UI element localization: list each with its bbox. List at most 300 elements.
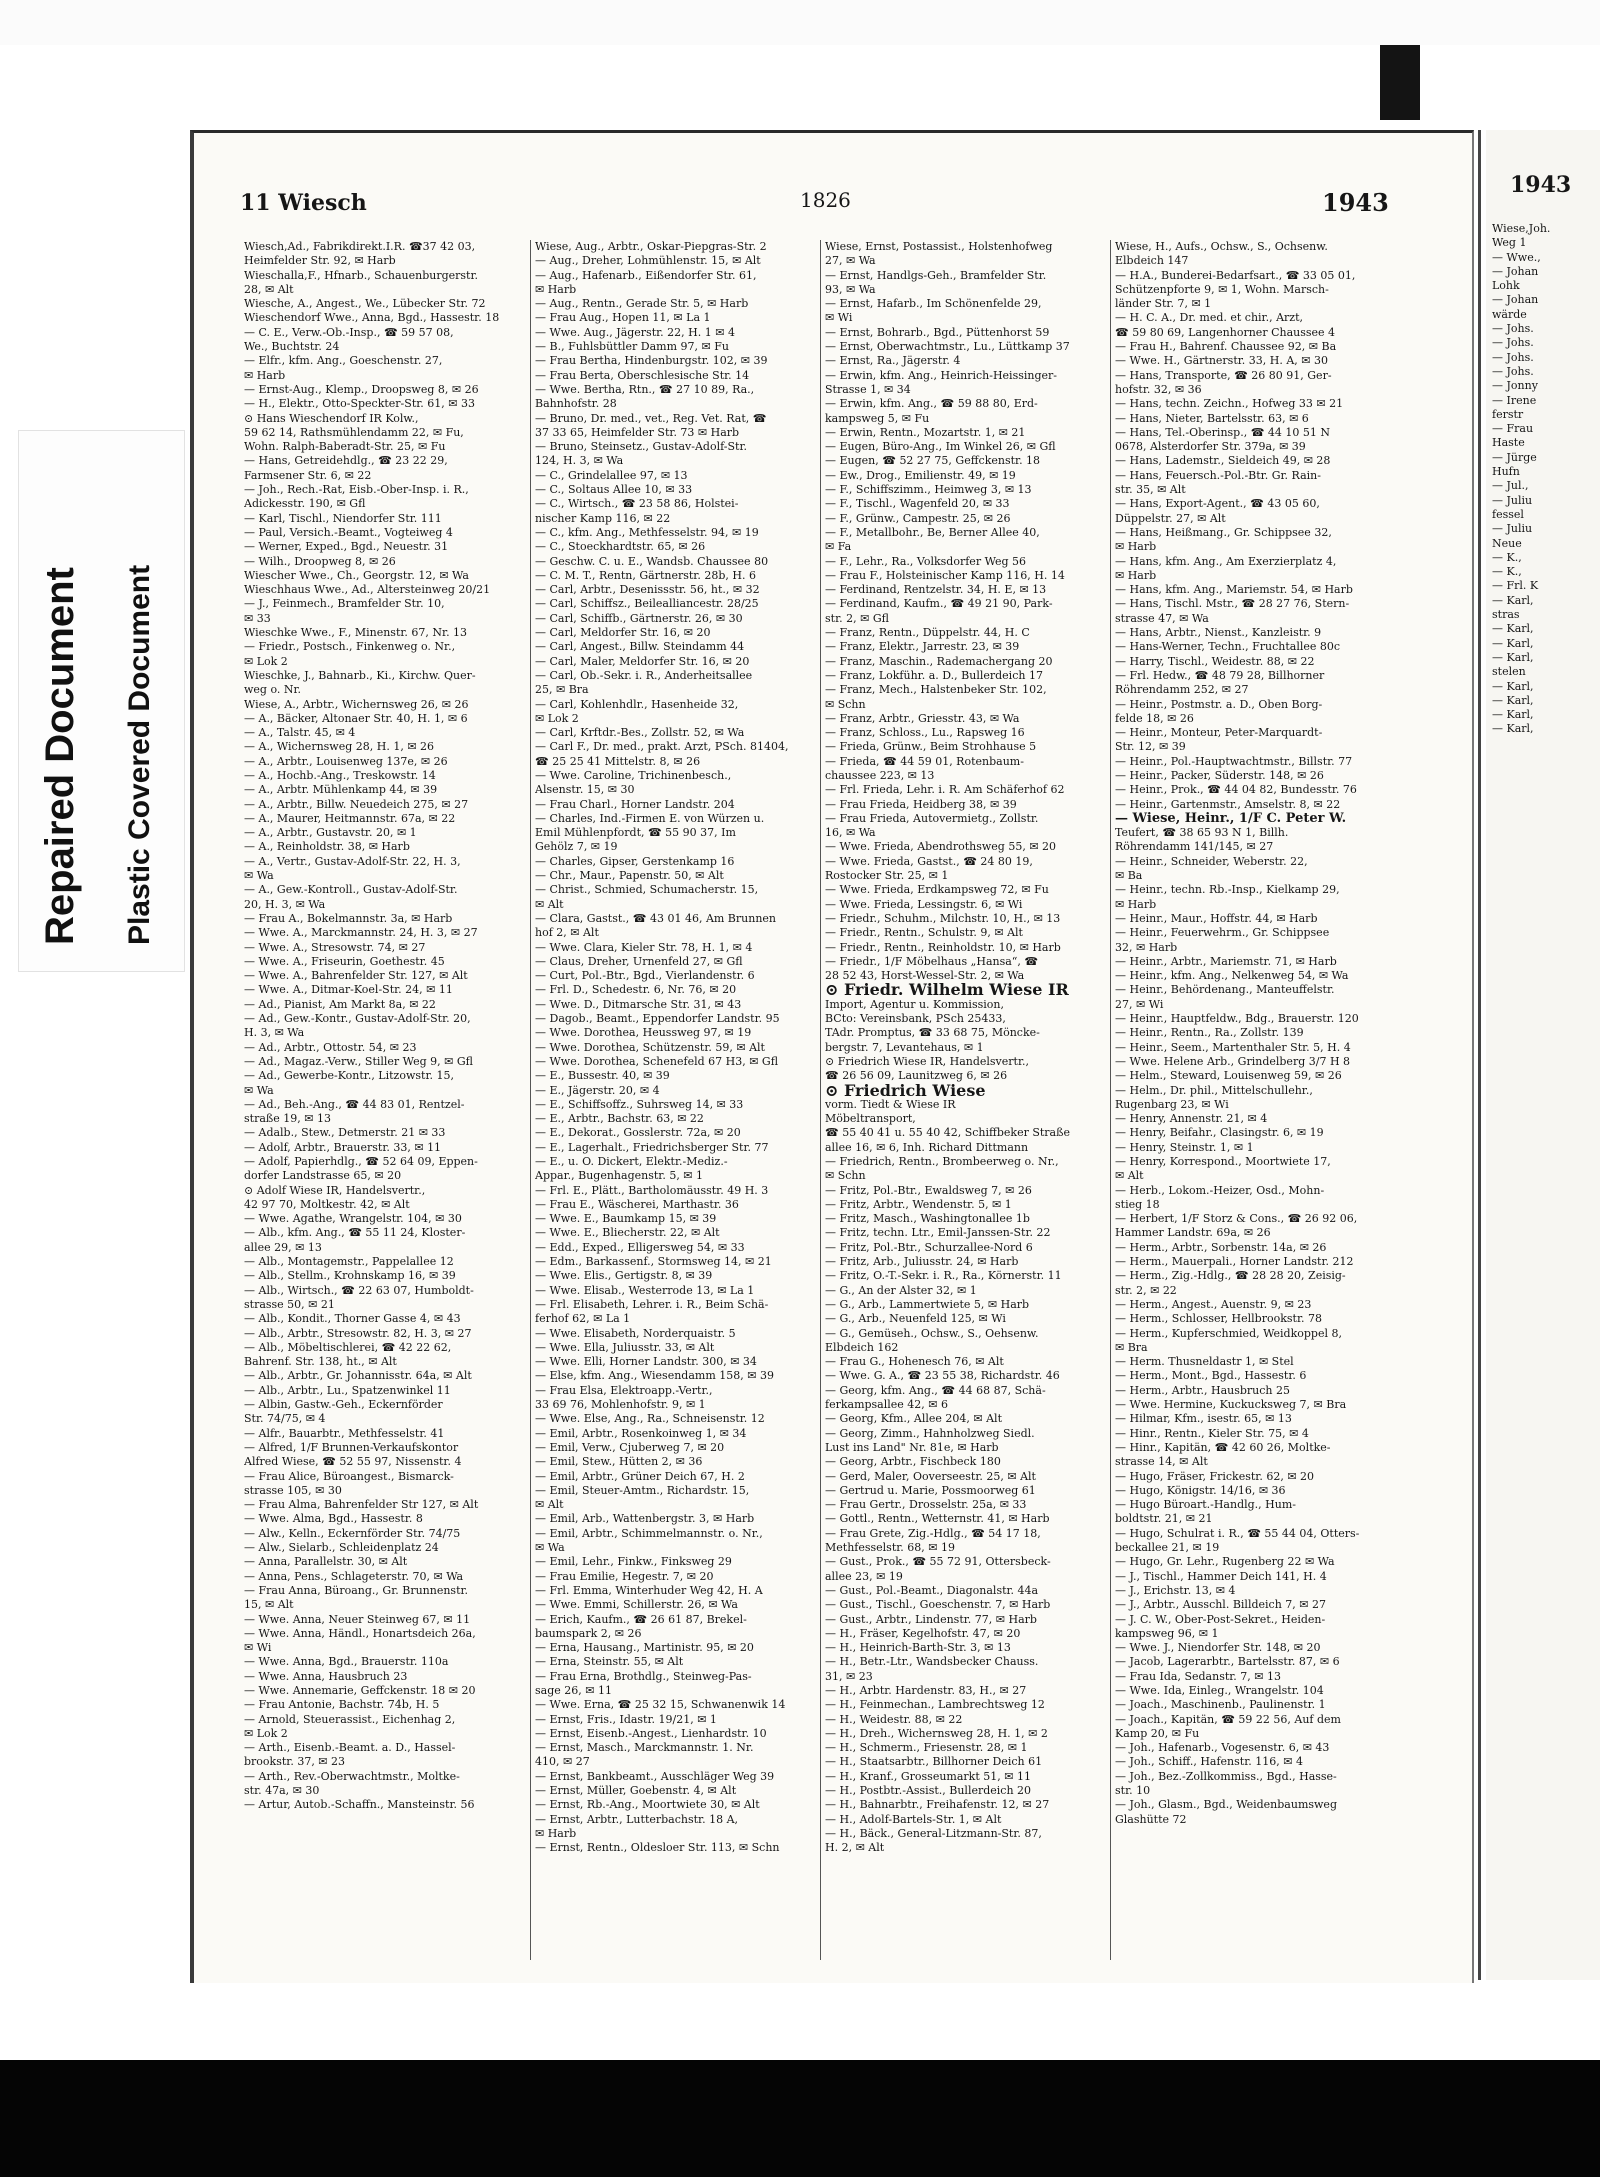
directory-entry-line: Wohn. Ralph-Baberadt-Str. 25, ✉ Fu <box>244 440 446 454</box>
directory-entry-line: ✉ Schn <box>825 1169 866 1183</box>
directory-entry-line: — Joh., Rech.-Rat, Eisb.-Ober-Insp. i. R., <box>244 483 469 497</box>
directory-entry-line: — Alb., Arbtr., Gr. Johannisstr. 64a, ✉ Alt <box>244 1369 472 1383</box>
directory-entry-line: — Artur, Autob.-Schaffn., Mansteinstr. 56 <box>244 1798 475 1812</box>
directory-entry-line: ✉ Bra <box>1115 1340 1148 1354</box>
directory-entry-line: — Alfred, 1/F Brunnen-Verkaufskontor <box>244 1440 459 1454</box>
directory-entry-line: — Wwe. Frieda, Abendrothsweg 55, ✉ 20 <box>825 840 1057 854</box>
adjacent-page-line: Haste <box>1492 436 1525 450</box>
adjacent-page-line: fessel <box>1492 507 1524 521</box>
directory-entry-line: — A., Arbtr., Billw. Neuedeich 275, ✉ 27 <box>244 797 469 811</box>
directory-entry-line: 0678, Alsterdorfer Str. 379a, ✉ 39 <box>1115 440 1306 454</box>
directory-entry-line: — Joh., Schiff., Hafenstr. 116, ✉ 4 <box>1115 1755 1303 1769</box>
directory-entry-line: str. 35, ✉ Alt <box>1115 483 1186 497</box>
directory-entry-line: — A., Arbtr., Gustavstr. 20, ✉ 1 <box>244 826 417 840</box>
directory-entry-line: — Arnold, Steuerassist., Eichenhag 2, <box>244 1712 456 1726</box>
directory-entry-line: — H., Weidestr. 88, ✉ 22 <box>825 1712 963 1726</box>
directory-entry-line: ⊙ Friedrich Wiese IR, Handelsvertr., <box>825 1054 1029 1068</box>
directory-entry-line: — Hugo, Königstr. 14/16, ✉ 36 <box>1115 1483 1286 1497</box>
directory-entry-line: H. 2, ✉ Alt <box>825 1841 885 1855</box>
column-rule <box>820 240 821 1960</box>
page-number: 1943 <box>1322 188 1389 217</box>
directory-entry-line: — Emil, Verw., Cjuberweg 7, ✉ 20 <box>535 1440 725 1454</box>
directory-entry-line: — Helm., Steward, Louisenweg 59, ✉ 26 <box>1115 1069 1342 1083</box>
directory-entry-line: — H., Staatsarbtr., Billhorner Deich 61 <box>825 1755 1043 1769</box>
directory-entry-line: — Herm. Thusneldastr 1, ✉ Stel <box>1115 1355 1294 1369</box>
directory-entry-line: — Ernst, Rentn., Oldesloer Str. 113, ✉ Schn <box>535 1841 780 1855</box>
directory-entry-line: weg o. Nr. <box>244 683 302 697</box>
directory-entry-line: — Heinr., Gartenmstr., Amselstr. 8, ✉ 22 <box>1115 797 1341 811</box>
directory-entry-line: — C., Soltaus Allee 10, ✉ 33 <box>535 483 693 497</box>
directory-entry-line: Wiescher Wwe., Ch., Georgstr. 12, ✉ Wa <box>244 568 469 582</box>
directory-entry-line: — Aug., Rentn., Gerade Str. 5, ✉ Harb <box>535 297 749 311</box>
directory-entry-line: H. 3, ✉ Wa <box>244 1026 305 1040</box>
directory-entry-line: — C., Grindelallee 97, ✉ 13 <box>535 468 688 482</box>
directory-entry-line: Str. 12, ✉ 39 <box>1115 740 1186 754</box>
directory-entry-line: Wiesch,Ad., Fabrikdirekt.I.R. ☎37 42 03, <box>244 240 476 253</box>
directory-entry-line: ✉ Wi <box>244 1641 272 1655</box>
directory-entry-line: — Georg, Kfm., Allee 204, ✉ Alt <box>825 1412 1002 1426</box>
directory-entry-line: — Frau Gertr., Drosselstr. 25a, ✉ 33 <box>825 1498 1027 1512</box>
directory-entry-line: — Frieda, ☎ 44 59 01, Rotenbaum- <box>825 754 1024 768</box>
directory-entry-line: — Heinr., techn. Rb.-Insp., Kielkamp 29, <box>1115 883 1340 897</box>
scan-margin <box>0 0 1600 45</box>
directory-entry-line: 20, H. 3, ✉ Wa <box>244 897 326 911</box>
directory-entry-line: 42 97 70, Moltkestr. 42, ✉ Alt <box>244 1197 410 1211</box>
directory-entry-line: — Frau Frieda, Heidberg 38, ✉ 39 <box>825 797 1017 811</box>
directory-entry-line: Rugenbarg 23, ✉ Wi <box>1115 1097 1229 1111</box>
directory-entry-line: — Herm., Zig.-Hdlg., ☎ 28 28 20, Zeisig- <box>1115 1269 1346 1283</box>
directory-column-1 <box>244 240 508 1813</box>
directory-entry-line: 27, ✉ Wa <box>825 254 876 268</box>
directory-entry-line: — Emil, Stew., Hütten 2, ✉ 36 <box>535 1455 703 1469</box>
directory-entry-line: — Frl. E., Plätt., Bartholomäusstr. 49 H. 3 <box>535 1183 769 1197</box>
directory-entry-line: — Hinr., Kapitän, ☎ 42 60 26, Moltke- <box>1115 1440 1331 1454</box>
directory-entry-line: — Wiese, Heinr., 1/F C. Peter W. <box>1115 810 1347 826</box>
directory-entry-line: — Ernst, Bohrarb., Bgd., Püttenhorst 59 <box>825 325 1050 339</box>
directory-entry-line: — Wwe. Frieda, Gastst., ☎ 24 80 19, <box>825 854 1033 868</box>
directory-entry-line: — Frl. D., Schedestr. 6, Nr. 76, ✉ 20 <box>535 983 737 997</box>
directory-entry-line: — A., Vertr., Gustav-Adolf-Str. 22, H. 3, <box>244 854 461 868</box>
directory-entry-line: — Erwin, kfm. Ang., ☎ 59 88 80, Erd- <box>825 397 1038 411</box>
directory-entry-line: — Hugo, Gr. Lehr., Rugenberg 22 ✉ Wa <box>1115 1555 1335 1569</box>
directory-entry-line: — Franz, Elektr., Jarrestr. 23, ✉ 39 <box>825 640 1020 654</box>
directory-entry-line: — Frau Antonie, Bachstr. 74b, H. 5 <box>244 1698 440 1712</box>
directory-entry-line: ⊙ Hans Wieschendorf IR Kolw., <box>244 411 419 425</box>
directory-entry-line: — Alw., Sielarb., Schleidenplatz 24 <box>244 1541 439 1555</box>
directory-entry-line: 27, ✉ Wi <box>1115 997 1164 1011</box>
directory-entry-line: — Fritz, Pol.-Btr., Schurzallee-Nord 6 <box>825 1240 1033 1254</box>
directory-entry-line: — Frau Bertha, Hindenburgstr. 102, ✉ 39 <box>535 354 768 368</box>
directory-entry-line: — E., Arbtr., Bachstr. 63, ✉ 22 <box>535 1112 704 1126</box>
directory-entry-line: — Hans-Werner, Techn., Fruchtallee 80c <box>1115 640 1341 654</box>
adjacent-page-line: stelen <box>1492 665 1526 679</box>
directory-entry-line: Alsenstr. 15, ✉ 30 <box>535 783 635 797</box>
directory-entry-line: — B., Fuhlsbüttler Damm 97, ✉ Fu <box>535 340 729 354</box>
directory-entry-line: — Frau G., Hohenesch 76, ✉ Alt <box>825 1355 1004 1369</box>
directory-entry-line: — Wwe. Frieda, Lessingstr. 6, ✉ Wi <box>825 897 1023 911</box>
directory-entry-line: — Fritz, techn. Ltr., Emil-Janssen-Str. 22 <box>825 1226 1051 1240</box>
directory-entry-line: Lust ins Land" Nr. 81e, ✉ Harb <box>825 1440 999 1454</box>
directory-entry-line: — H., Betr.-Ltr., Wandsbecker Chauss. <box>825 1655 1039 1669</box>
directory-entry-line: 37 33 65, Heimfelder Str. 73 ✉ Harb <box>535 425 740 439</box>
directory-entry-line: ✉ Lok 2 <box>244 654 288 668</box>
directory-column-4 <box>1115 240 1379 1827</box>
directory-entry-line: — Franz, Schloss., Lu., Rapsweg 16 <box>825 726 1025 740</box>
directory-entry-line: — Wwe. Erna, ☎ 25 32 15, Schwanenwik 14 <box>535 1698 786 1712</box>
directory-entry-line: — A., Wichernsweg 28, H. 1, ✉ 26 <box>244 740 435 754</box>
directory-entry-line: — Wwe. J., Niendorfer Str. 148, ✉ 20 <box>1115 1641 1321 1655</box>
directory-entry-line: bergstr. 7, Levantehaus, ✉ 1 <box>825 1040 984 1054</box>
directory-entry-line: 59 62 14, Rathsmühlendamm 22, ✉ Fu, <box>244 425 464 439</box>
directory-entry-line: 25, ✉ Bra <box>535 683 589 697</box>
directory-entry-line: — Adolf, Arbtr., Brauerstr. 33, ✉ 11 <box>244 1140 442 1154</box>
directory-entry-line: BCto: Vereinsbank, PSch 25433, <box>825 1012 1006 1026</box>
directory-entry-line: — H., Adolf-Bartels-Str. 1, ✉ Alt <box>825 1812 1002 1826</box>
directory-entry-line: — Heinr., Rentn., Ra., Zollstr. 139 <box>1115 1026 1304 1040</box>
directory-entry-line: — Wwe. Anna, Händl., Honartsdeich 26a, <box>244 1626 476 1640</box>
directory-entry-line: — Friedr., Postsch., Finkenweg o. Nr., <box>244 640 456 654</box>
directory-entry-line: Import, Agentur u. Kommission, <box>825 997 1004 1011</box>
directory-entry-line: — Helm., Dr. phil., Mittelschullehr., <box>1115 1083 1313 1097</box>
directory-entry-line: — Wwe. A., Bahrenfelder Str. 127, ✉ Alt <box>244 969 468 983</box>
adjacent-page-line: — Johs. <box>1492 322 1534 336</box>
directory-entry-line: — F., Lehr., Ra., Volksdorfer Weg 56 <box>825 554 1027 568</box>
directory-entry-line: — Else, kfm. Ang., Wiesendamm 158, ✉ 39 <box>535 1369 774 1383</box>
directory-entry-line: ☎ 25 25 41 Mittelstr. 8, ✉ 26 <box>535 754 701 768</box>
directory-entry-line: — Dagob., Beamt., Eppendorfer Landstr. 95 <box>535 1012 780 1026</box>
directory-entry-line: — Heinr., Postmstr. a. D., Oben Borg- <box>1115 697 1323 711</box>
directory-entry-line: Röhrendamm 252, ✉ 27 <box>1115 683 1249 697</box>
directory-entry-line: strasse 105, ✉ 30 <box>244 1483 342 1497</box>
directory-entry-line: — F., Tischl., Wagenfeld 20, ✉ 33 <box>825 497 1010 511</box>
directory-entry-line: — Franz, Rentn., Düppelstr. 44, H. C <box>825 626 1030 640</box>
directory-entry-line: — Wwe. Hermine, Kuckucksweg 7, ✉ Bra <box>1115 1398 1347 1412</box>
adjacent-page-line: — Karl, <box>1492 722 1534 736</box>
directory-entry-line: 93, ✉ Wa <box>825 282 876 296</box>
directory-entry-line: — Wwe. Aug., Jägerstr. 22, H. 1 ✉ 4 <box>535 325 735 339</box>
directory-entry-line: — Hans, techn. Zeichn., Hofweg 33 ✉ 21 <box>1115 397 1344 411</box>
directory-entry-line: — A., Maurer, Heitmannstr. 67a, ✉ 22 <box>244 811 456 825</box>
directory-entry-line: — Frau Anna, Büroang., Gr. Brunnenstr. <box>244 1583 469 1597</box>
directory-entry-line: — Albin, Gastw.-Geh., Eckernförder <box>244 1398 443 1412</box>
directory-entry-line: — Karl, Tischl., Niendorfer Str. 111 <box>244 511 442 525</box>
directory-entry-line: — H. C. A., Dr. med. et chir., Arzt, <box>1115 311 1304 325</box>
directory-entry-line: — Werner, Exped., Bgd., Neuestr. 31 <box>244 540 449 554</box>
directory-entry-line: — Frl. Frieda, Lehr. i. R. Am Schäferhof 62 <box>825 783 1065 797</box>
directory-entry-line: — Carl F., Dr. med., prakt. Arzt, PSch. 81404, <box>535 740 789 754</box>
directory-entry-line: — H., Postbtr.-Assist., Bullerdeich 20 <box>825 1784 1032 1798</box>
directory-entry-line: Kamp 20, ✉ Fu <box>1115 1726 1200 1740</box>
directory-entry-line: — Heinr., Packer, Süderstr. 148, ✉ 26 <box>1115 768 1324 782</box>
directory-entry-line: Str. 74/75, ✉ 4 <box>244 1412 326 1426</box>
directory-entry-line: Elbdeich 147 <box>1115 254 1189 268</box>
directory-entry-line: — J., Arbtr., Ausschl. Billdeich 7, ✉ 27 <box>1115 1598 1326 1612</box>
directory-entry-line: — Heinr., Monteur, Peter-Marquardt- <box>1115 726 1323 740</box>
directory-entry-line: — Frau Berta, Oberschlesische Str. 14 <box>535 368 750 382</box>
directory-entry-line: — Wwe. Alma, Bgd., Hassestr. 8 <box>244 1512 423 1526</box>
directory-entry-line: ☎ 59 80 69, Langenhorner Chaussee 4 <box>1115 325 1336 339</box>
directory-entry-line: — A., Reinholdstr. 38, ✉ Harb <box>244 840 410 854</box>
directory-entry-line: — Wwe. H., Gärtnerstr. 33, H. A, ✉ 30 <box>1115 354 1329 368</box>
directory-entry-line: — Ernst, Oberwachtmstr., Lu., Lüttkamp 37 <box>825 340 1070 354</box>
directory-entry-line: — Hans, Getreidehdlg., ☎ 23 22 29, <box>244 454 448 468</box>
adjacent-page-line: — Johan <box>1492 293 1539 307</box>
directory-entry-line: str. 2, ✉ Gfl <box>825 611 889 625</box>
directory-entry-line: — Wwe. Dorothea, Schenefeld 67 H3, ✉ Gfl <box>535 1054 779 1068</box>
directory-entry-line: — Frau Frieda, Autovermietg., Zollstr. <box>825 811 1039 825</box>
directory-entry-line: — Hans, Tischl. Mstr., ☎ 28 27 76, Stern- <box>1115 597 1350 611</box>
directory-entry-line: — Frau Alma, Bahrenfelder Str 127, ✉ Alt <box>244 1498 479 1512</box>
directory-entry-line: Teufert, ☎ 38 65 93 N 1, Billh. <box>1115 826 1289 840</box>
directory-entry-line: — Ernst, Müller, Goebenstr. 4, ✉ Alt <box>535 1784 737 1798</box>
directory-entry-line: brookstr. 37, ✉ 23 <box>244 1755 346 1769</box>
directory-entry-line: We., Buchtstr. 24 <box>244 340 340 354</box>
directory-entry-line: — Wwe. G. A., ☎ 23 55 38, Richardstr. 46 <box>825 1369 1060 1383</box>
directory-entry-line: ✉ Lok 2 <box>244 1726 288 1740</box>
directory-entry-line: — Frau H., Bahrenf. Chaussee 92, ✉ Ba <box>1115 340 1337 354</box>
adjacent-page-line: stras <box>1492 608 1520 622</box>
directory-entry-line: — Herb., Lokom.-Heizer, Osd., Mohn- <box>1115 1183 1325 1197</box>
directory-entry-line: Elbdeich 162 <box>825 1340 899 1354</box>
directory-entry-line: — Franz, Mech., Halstenbeker Str. 102, <box>825 683 1047 697</box>
directory-entry-line: ⊙ Adolf Wiese IR, Handelsvertr., <box>244 1183 426 1197</box>
adjacent-page-line: wärde <box>1492 307 1527 321</box>
directory-entry-line: beckallee 21, ✉ 19 <box>1115 1541 1220 1555</box>
directory-entry-line: 28 52 43, Horst-Wessel-Str. 2, ✉ Wa <box>825 969 1025 983</box>
directory-entry-line: vorm. Tiedt & Wiese IR <box>825 1097 956 1111</box>
directory-entry-line: — Alfr., Bauarbtr., Methfesselstr. 41 <box>244 1426 445 1440</box>
directory-entry-line: — Herm., Arbtr., Sorbenstr. 14a, ✉ 26 <box>1115 1240 1327 1254</box>
directory-entry-line: 15, ✉ Alt <box>244 1598 294 1612</box>
adjacent-page-line: — K., <box>1492 550 1522 564</box>
directory-entry-line: — Wwe. Caroline, Trichinenbesch., <box>535 768 732 782</box>
directory-entry-line: ✉ Alt <box>535 1498 564 1512</box>
directory-entry-line: — Henry, Annenstr. 21, ✉ 4 <box>1115 1112 1268 1126</box>
directory-entry-line: — Wwe. Clara, Kieler Str. 78, H. 1, ✉ 4 <box>535 940 753 954</box>
directory-entry-line: — Heinr., Seem., Martenthaler Str. 5, H. 4 <box>1115 1040 1351 1054</box>
directory-entry-line: — Erich, Kaufm., ☎ 26 61 87, Brekel- <box>535 1612 747 1626</box>
directory-entry-line: — Alb., Arbtr., Lu., Spatzenwinkel 11 <box>244 1383 451 1397</box>
directory-entry-line: — Gerd, Maler, Ooverseestr. 25, ✉ Alt <box>825 1469 1036 1483</box>
directory-entry-line: stieg 18 <box>1115 1197 1160 1211</box>
directory-entry-line: ✉ Harb <box>535 1826 577 1840</box>
directory-entry-line: — Elfr., kfm. Ang., Goeschenstr. 27, <box>244 354 443 368</box>
directory-entry-line: — Wwe. Anna, Neuer Steinweg 67, ✉ 11 <box>244 1612 471 1626</box>
directory-entry-line: — A., Gew.-Kontroll., Gustav-Adolf-Str. <box>244 883 458 897</box>
directory-entry-line: — Gust., Tischl., Goeschenstr. 7, ✉ Harb <box>825 1598 1051 1612</box>
directory-entry-line: baumspark 2, ✉ 26 <box>535 1626 642 1640</box>
directory-entry-line: — Geschw. C. u. E., Wandsb. Chaussee 80 <box>535 554 769 568</box>
directory-entry-line: 28, ✉ Alt <box>244 282 294 296</box>
directory-entry-line: — Wwe. Helene Arb., Grindelberg 3/7 H 8 <box>1115 1054 1351 1068</box>
directory-entry-line: — Aug., Dreher, Lohmühlenstr. 15, ✉ Alt <box>535 254 761 268</box>
directory-entry-line: — H., Kranf., Grosseumarkt 51, ✉ 11 <box>825 1769 1031 1783</box>
directory-entry-line: — Bruno, Dr. med., vet., Reg. Vet. Rat, ☎ <box>535 411 767 425</box>
directory-column-2 <box>535 240 799 1856</box>
directory-entry-line: — Frau Grete, Zig.-Hdlg., ☎ 54 17 18, <box>825 1526 1041 1540</box>
directory-entry-line: boldtstr. 21, ✉ 21 <box>1115 1512 1213 1526</box>
directory-entry-line: — Friedr., 1/F Möbelhaus „Hansa“, ☎ <box>825 954 1039 968</box>
directory-entry-line: — H., Feinmechan., Lambrechtsweg 12 <box>825 1698 1045 1712</box>
directory-entry-line: — Fritz, Arb., Juliusstr. 24, ✉ Harb <box>825 1255 1019 1269</box>
adjacent-page-line: Neue <box>1492 536 1522 550</box>
directory-entry-line: — J., Feinmech., Bramfelder Str. 10, <box>244 597 445 611</box>
directory-entry-line: — Hans, Lademstr., Sieldeich 49, ✉ 28 <box>1115 454 1331 468</box>
directory-entry-line: dorfer Landstrasse 65, ✉ 20 <box>244 1169 402 1183</box>
directory-entry-line: Alfred Wiese, ☎ 52 55 97, Nissenstr. 4 <box>244 1455 462 1469</box>
directory-entry-line: — Hans, kfm. Ang., Am Exerzierplatz 4, <box>1115 554 1337 568</box>
directory-entry-line: — Wwe. Annemarie, Geffckenstr. 18 ✉ 20 <box>244 1683 476 1697</box>
directory-entry-line: felde 18, ✉ 26 <box>1115 711 1194 725</box>
directory-entry-line: — E., Dekorat., Gosslerstr. 72a, ✉ 20 <box>535 1126 741 1140</box>
directory-entry-line: — Hans, Tel.-Oberinsp., ☎ 44 10 51 N <box>1115 425 1331 439</box>
directory-entry-line: — Erwin, kfm. Ang., Heinrich-Heissinger- <box>825 368 1057 382</box>
directory-entry-line: TAdr. Promptus, ☎ 33 68 75, Möncke- <box>825 1026 1040 1040</box>
directory-entry-line: — Carl, Kohlenhdlr., Hasenheide 32, <box>535 697 739 711</box>
directory-entry-line: — Wwe. Dorothea, Schützenstr. 59, ✉ Alt <box>535 1040 765 1054</box>
directory-entry-line: — Ad., Magaz.-Verw., Stiller Weg 9, ✉ Gfl <box>244 1054 473 1068</box>
adjacent-page-line: — Karl, <box>1492 622 1534 636</box>
directory-entry-line: — Wwe. A., Friseurin, Goethestr. 45 <box>244 954 445 968</box>
directory-entry-line: — Wwe. Else, Ang., Ra., Schneisenstr. 12 <box>535 1412 765 1426</box>
directory-entry-line: — Wwe. A., Stresowstr. 74, ✉ 27 <box>244 940 426 954</box>
directory-entry-line: — Frau E., Wäscherei, Marthastr. 36 <box>535 1197 739 1211</box>
running-head: 11 Wiesch <box>240 190 367 216</box>
directory-entry-line: — Frau Emilie, Hegestr. 7, ✉ 20 <box>535 1569 714 1583</box>
directory-entry-line: Düppelstr. 27, ✉ Alt <box>1115 511 1226 525</box>
directory-entry-line: — Heinr., Feuerwehrm., Gr. Schippsee <box>1115 926 1330 940</box>
directory-entry-line: — Fritz, Pol.-Btr., Ewaldsweg 7, ✉ 26 <box>825 1183 1032 1197</box>
directory-entry-line: — Ad., Gewerbe-Kontr., Litzowstr. 15, <box>244 1069 454 1083</box>
scan-edge-shadow <box>1380 45 1420 120</box>
directory-entry-line: ferkampsallee 42, ✉ 6 <box>825 1398 948 1412</box>
directory-entry-line: — Gust., Pol.-Beamt., Diagonalstr. 44a <box>825 1583 1039 1597</box>
directory-entry-line: ✉ Harb <box>1115 897 1157 911</box>
adjacent-page-line: — Karl, <box>1492 636 1534 650</box>
directory-entry-line: — Friedr., Schuhm., Milchstr. 10, H., ✉ 13 <box>825 911 1061 925</box>
directory-entry-line: 33 69 76, Mohlenhofstr. 9, ✉ 1 <box>535 1398 706 1412</box>
directory-entry-line: 31, ✉ 23 <box>825 1669 873 1683</box>
directory-entry-line: — Ad., Beh.-Ang., ☎ 44 83 01, Rentzel- <box>244 1097 465 1111</box>
directory-entry-line: ✉ Schn <box>825 697 866 711</box>
directory-entry-line: — Wwe. Bertha, Rtn., ☎ 27 10 89, Ra., <box>535 382 755 396</box>
directory-entry-line: — F., Metallbohr., Be, Berner Allee 40, <box>825 525 1040 539</box>
directory-entry-line: — C., Stoeckhardtstr. 65, ✉ 26 <box>535 540 706 554</box>
directory-entry-line: — Ew., Drog., Emilienstr. 49, ✉ 19 <box>825 468 1016 482</box>
directory-entry-line: hofstr. 32, ✉ 36 <box>1115 382 1202 396</box>
directory-entry-line: — Jacob, Lagerarbtr., Bartelsstr. 87, ✉ 6 <box>1115 1655 1340 1669</box>
directory-entry-line: — Alb., Kondit., Thorner Gasse 4, ✉ 43 <box>244 1312 461 1326</box>
directory-entry-line: — G., Arb., Lammertwiete 5, ✉ Harb <box>825 1297 1030 1311</box>
directory-entry-line: ✉ Harb <box>1115 568 1157 582</box>
directory-entry-line: — Charles, Ind.-Firmen E. von Würzen u. <box>535 811 765 825</box>
directory-entry-line: — H., Elektr., Otto-Speckter-Str. 61, ✉ 33 <box>244 397 475 411</box>
directory-entry-line: — Joh., Glasm., Bgd., Weidenbaumsweg <box>1115 1798 1337 1812</box>
directory-entry-line: — Frau Erna, Brothdlg., Steinweg-Pas- <box>535 1669 752 1683</box>
directory-entry-line: hof 2, ✉ Alt <box>535 926 599 940</box>
adjacent-page-line: — Jürge <box>1492 450 1537 464</box>
directory-entry-line: — Clara, Gastst., ☎ 43 01 46, Am Brunnen <box>535 911 777 925</box>
directory-entry-line: nischer Kamp 116, ✉ 22 <box>535 511 671 525</box>
directory-entry-line: Röhrendamm 141/145, ✉ 27 <box>1115 840 1274 854</box>
adjacent-page-line: — Johs. <box>1492 364 1534 378</box>
directory-entry-line: — Hans, Feuersch.-Pol.-Btr. Gr. Rain- <box>1115 468 1321 482</box>
directory-entry-line: ☎ 26 56 09, Launitzweg 6, ✉ 26 <box>825 1069 1008 1083</box>
directory-entry-line: — Friedrich, Rentn., Brombeerweg o. Nr., <box>825 1155 1059 1168</box>
directory-entry-line: — Frau Ida, Sedanstr. 7, ✉ 13 <box>1115 1669 1282 1683</box>
directory-entry-line: — E., u. O. Dickert, Elektr.-Mediz.- <box>535 1155 728 1168</box>
book-gutter <box>1478 130 1481 1980</box>
directory-entry-line: — Alb., Montagemstr., Pappelallee 12 <box>244 1255 454 1269</box>
scan-bottom-edge <box>0 2060 1600 2177</box>
directory-entry-line: — Alb., kfm. Ang., ☎ 55 11 24, Kloster- <box>244 1226 466 1240</box>
directory-entry-line: — Franz, Lokführ. a. D., Bullerdeich 17 <box>825 668 1043 682</box>
directory-entry-line: — Carl, Schiffb., Gärtnerstr. 26, ✉ 30 <box>535 611 743 625</box>
directory-entry-line: — Hilmar, Kfm., isestr. 65, ✉ 13 <box>1115 1412 1292 1426</box>
directory-entry-line: Wieschalla,F., Hfnarb., Schauenburgerstr. <box>244 268 479 282</box>
directory-entry-line: — Gertrud u. Marie, Possmoorweg 61 <box>825 1483 1036 1497</box>
directory-entry-line: Wiese, Aug., Arbtr., Oskar-Piepgras-Str. 2 <box>535 240 767 253</box>
directory-entry-line: — Frau Charl., Horner Landstr. 204 <box>535 797 735 811</box>
directory-entry-line: — H.A., Bunderei-Bedarfsart., ☎ 33 05 01, <box>1115 268 1356 282</box>
directory-entry-line: — H., Heinrich-Barth-Str. 3, ✉ 13 <box>825 1641 1011 1655</box>
directory-entry-line: 410, ✉ 27 <box>535 1755 590 1769</box>
directory-entry-line: — Wwe. Dorothea, Heussweg 97, ✉ 19 <box>535 1026 752 1040</box>
directory-entry-line: — Hugo, Fräser, Frickestr. 62, ✉ 20 <box>1115 1469 1315 1483</box>
adjacent-page-line: — Frl. K <box>1492 579 1539 593</box>
directory-entry-line: ✉ Wi <box>825 311 853 325</box>
directory-entry-line: — Henry, Korrespond., Moortwiete 17, <box>1115 1155 1331 1168</box>
directory-entry-line: Wiese, Ernst, Postassist., Holstenhofweg <box>825 240 1053 253</box>
directory-entry-line: allee 29, ✉ 13 <box>244 1240 322 1254</box>
repaired-document-label: Repaired Document <box>38 567 82 945</box>
adjacent-page-line: — Karl, <box>1492 708 1534 722</box>
directory-entry-line: — Carl, Arbtr., Desenissstr. 56, ht., ✉ 32 <box>535 583 760 597</box>
directory-entry-line: — Erna, Steinstr. 55, ✉ Alt <box>535 1655 684 1669</box>
directory-entry-line: — Ernst, Eisenb.-Angest., Lienhardstr. 10 <box>535 1726 767 1740</box>
directory-entry-line: — Fritz, Arbtr., Wendenstr. 5, ✉ 1 <box>825 1197 1012 1211</box>
directory-entry-line: — Chr., Maur., Papenstr. 50, ✉ Alt <box>535 869 724 883</box>
directory-entry-line: — F., Schiffszimm., Heimweg 3, ✉ 13 <box>825 483 1032 497</box>
directory-entry-line: allee 16, ✉ 6, Inh. Richard Dittmann <box>825 1140 1029 1154</box>
directory-entry-line: — Wwe. Frieda, Erdkampsweg 72, ✉ Fu <box>825 883 1049 897</box>
directory-entry-line: strasse 47, ✉ Wa <box>1115 611 1209 625</box>
directory-entry-line: Schützenpforte 9, ✉ 1, Wohn. Marsch- <box>1115 282 1329 296</box>
directory-entry-line: — Herm., Kupferschmied, Weidkoppel 8, <box>1115 1326 1342 1340</box>
directory-entry-line: Wieschke, J., Bahnarb., Ki., Kirchw. Quer- <box>244 668 476 682</box>
directory-entry-line: — Wwe. Anna, Bgd., Brauerstr. 110a <box>244 1655 449 1669</box>
page-header <box>240 188 1390 228</box>
directory-entry-line: — Anna, Pens., Schlageterstr. 70, ✉ Wa <box>244 1569 464 1583</box>
directory-entry-line: — Frau F., Holsteinischer Kamp 116, H. 14 <box>825 568 1065 582</box>
directory-entry-line: — Heinr., Prok., ☎ 44 04 82, Bundesstr. 76 <box>1115 783 1357 797</box>
directory-entry-line: — Heinr., Arbtr., Mariemstr. 71, ✉ Harb <box>1115 954 1337 968</box>
directory-entry-line: Strasse 1, ✉ 34 <box>825 382 911 396</box>
directory-entry-line: ✉ Alt <box>1115 1169 1144 1183</box>
adjacent-page-line: — Wwe., <box>1492 250 1541 264</box>
directory-entry-line: Wiese, A., Arbtr., Wichernsweg 26, ✉ 26 <box>244 697 469 711</box>
directory-entry-line: — Alw., Kelln., Eckernförder Str. 74/75 <box>244 1526 461 1540</box>
directory-entry-line: — Herm., Arbtr., Hausbruch 25 <box>1115 1383 1290 1397</box>
directory-entry-line: Bahrenf. Str. 138, ht., ✉ Alt <box>244 1355 397 1369</box>
directory-entry-line: — Wwe. D., Ditmarsche Str. 31, ✉ 43 <box>535 997 742 1011</box>
directory-entry-line: Wiesche, A., Angest., We., Lübecker Str. 72 <box>244 297 486 311</box>
directory-entry-line: Wieschhaus Wwe., Ad., Altersteinweg 20/21 <box>244 583 491 597</box>
adjacent-page-line: — Karl, <box>1492 679 1534 693</box>
directory-entry-line: — Ernst, Bankbeamt., Ausschläger Weg 39 <box>535 1769 775 1783</box>
directory-entry-line: — Charles, Gipser, Gerstenkamp 16 <box>535 854 735 868</box>
adjacent-page-line: — Karl, <box>1492 593 1534 607</box>
